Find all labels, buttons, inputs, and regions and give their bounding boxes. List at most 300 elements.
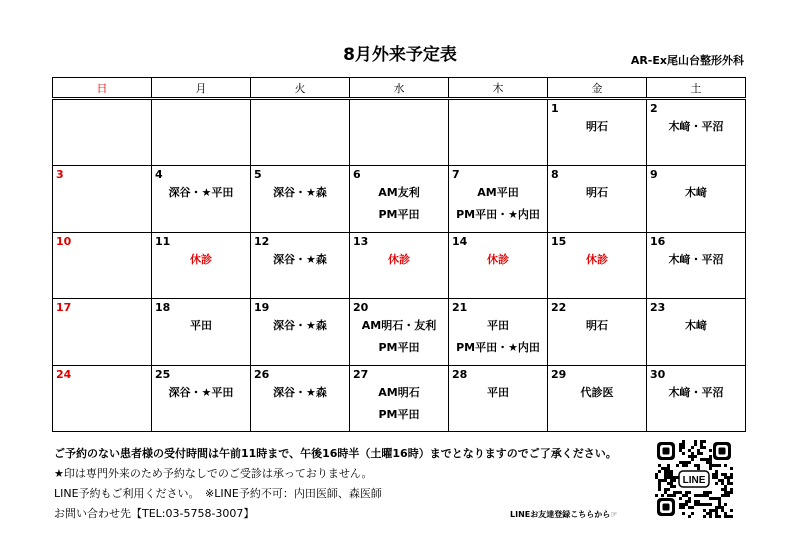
doctor-schedule [548, 116, 646, 138]
qr-module [688, 449, 691, 452]
qr-module [694, 443, 697, 446]
weekday-fri: 金 [548, 78, 647, 99]
qr-module [673, 494, 676, 497]
qr-module [730, 482, 733, 485]
day-cell [152, 299, 251, 365]
schedule-line: PM平田 [378, 208, 420, 222]
day-number: 2 [650, 102, 658, 115]
qr-module [694, 500, 697, 503]
qr-module [721, 506, 724, 509]
day-number: 1 [551, 102, 559, 115]
qr-module [691, 512, 694, 515]
day-number: 7 [452, 168, 460, 182]
qr-module [697, 494, 700, 497]
qr-module [697, 500, 700, 503]
day-cell [152, 232, 251, 298]
qr-module [706, 458, 709, 461]
specialist-note: ★印は専門外来のため予約なしでのご受診は承っておりません。 [54, 467, 373, 480]
qr-module [712, 509, 715, 512]
schedule-line: AM平田 [477, 186, 519, 200]
day-number: 4 [155, 168, 163, 182]
qr-module [709, 491, 712, 494]
weekday-thu: 木 [449, 78, 548, 99]
qr-module [706, 503, 709, 506]
qr-module [673, 491, 676, 494]
week-row [53, 365, 746, 431]
qr-module [682, 440, 685, 443]
schedule-line: 深谷・★森 [273, 186, 327, 200]
day-cell [548, 365, 647, 431]
doctor-schedule [152, 382, 250, 404]
schedule-line: 木﨑 [685, 186, 707, 200]
day-cell [449, 166, 548, 232]
day-cell [449, 232, 548, 298]
qr-module [685, 503, 688, 506]
week-row [53, 299, 746, 365]
qr-module [715, 512, 718, 515]
day-cell [53, 299, 152, 365]
line-reservation-note: LINE予約もご利用ください。 ※LINE予約不可：内田医師、森医師 [54, 487, 382, 500]
day-number: 3 [56, 168, 64, 182]
qr-module [685, 491, 688, 494]
qr-module [673, 479, 676, 482]
week-row [53, 99, 746, 166]
day-number: 13 [353, 234, 369, 248]
day-number: 21 [452, 301, 468, 315]
qr-module [709, 449, 712, 452]
doctor-schedule [548, 315, 646, 337]
qr-module [709, 458, 712, 461]
schedule-line: 木﨑・平沼 [668, 120, 724, 133]
qr-module [679, 461, 682, 464]
qr-module [706, 461, 709, 464]
qr-module [709, 503, 712, 506]
qr-module [718, 506, 721, 509]
day-cell [251, 232, 350, 298]
qr-module [658, 479, 661, 482]
schedule-line: 平田 [487, 319, 509, 333]
qr-module [694, 494, 697, 497]
schedule-line: PM平田・★内田 [456, 208, 540, 222]
qr-module [658, 482, 661, 485]
doctor-schedule [548, 382, 646, 404]
week-row [53, 166, 746, 232]
day-number: 27 [353, 367, 369, 381]
qr-module [685, 494, 688, 497]
qr-module [703, 503, 706, 506]
calendar-table [52, 77, 746, 432]
qr-module [694, 503, 697, 506]
qr-module [670, 473, 673, 476]
qr-module [667, 494, 670, 497]
qr-module [691, 452, 694, 455]
qr-module [715, 464, 718, 467]
qr-module [682, 452, 685, 455]
qr-module [724, 494, 727, 497]
day-number: 26 [254, 367, 270, 381]
weekday-tue: 火 [251, 78, 350, 99]
line-qr-code[interactable] [655, 440, 733, 518]
qr-module [694, 464, 697, 467]
qr-module [712, 473, 715, 476]
qr-module [709, 464, 712, 467]
schedule-line: 木﨑・平沼 [668, 252, 724, 266]
day-cell [53, 166, 152, 232]
day-cell [350, 232, 449, 298]
qr-module [703, 446, 706, 449]
qr-module [709, 512, 712, 515]
qr-module [679, 491, 682, 494]
qr-line-label: LINE [682, 475, 706, 486]
qr-module [688, 491, 691, 494]
day-cell [350, 99, 449, 166]
qr-module [682, 494, 685, 497]
weekday-sun: 日 [53, 78, 152, 99]
schedule-line: 明石 [586, 319, 608, 333]
qr-module [667, 473, 670, 476]
doctor-schedule [647, 315, 745, 337]
clinic-name: AR-Ex尾山台整形外科 [630, 54, 744, 67]
qr-module [724, 515, 727, 518]
qr-module [724, 512, 727, 515]
day-cell [548, 166, 647, 232]
qr-module [676, 491, 679, 494]
day-cell [647, 232, 746, 298]
qr-module [703, 458, 706, 461]
day-number: 25 [155, 367, 171, 381]
qr-module [724, 488, 727, 491]
day-cell [647, 166, 746, 232]
day-number: 12 [254, 234, 270, 248]
schedule-line: 明石 [586, 186, 608, 200]
qr-module [685, 464, 688, 467]
day-number: 17 [56, 301, 72, 315]
qr-module [694, 440, 697, 443]
qr-module [715, 509, 718, 512]
qr-module [730, 515, 733, 518]
day-cell [152, 365, 251, 431]
qr-module [700, 452, 703, 455]
qr-module [727, 494, 730, 497]
qr-module [724, 476, 727, 479]
closed-label [548, 249, 646, 271]
day-number: 22 [551, 301, 567, 315]
day-number: 23 [650, 301, 666, 315]
doctor-schedule [350, 182, 448, 226]
day-cell [251, 166, 350, 232]
day-number: 10 [56, 234, 72, 248]
qr-module [667, 488, 670, 491]
day-cell [548, 232, 647, 298]
qr-module [667, 470, 670, 473]
qr-module [730, 491, 733, 494]
day-cell [449, 299, 548, 365]
qr-module [667, 482, 670, 485]
qr-module [709, 461, 712, 464]
qr-module [724, 485, 727, 488]
schedule-line: AM明石・友利 [361, 319, 437, 333]
qr-module [703, 494, 706, 497]
reception-hours-note: ご予約のない患者様の受付時間は午前11時まで、午後16時半（土曜16時）までとなりますのでご了承ください。 [54, 447, 617, 460]
qr-module [655, 494, 658, 497]
qr-module [691, 458, 694, 461]
qr-module [718, 479, 721, 482]
qr-module [721, 509, 724, 512]
qr-module [688, 506, 691, 509]
qr-module [664, 488, 667, 491]
schedule-line: 休診 [586, 252, 608, 266]
day-cell [152, 166, 251, 232]
doctor-schedule [251, 315, 349, 337]
closed-label [350, 249, 448, 271]
qr-module [730, 476, 733, 479]
schedule-line: 平田 [487, 385, 509, 399]
schedule-line: AM友利 [378, 186, 420, 200]
qr-module [670, 485, 673, 488]
qr-module [712, 464, 715, 467]
qr-module [730, 467, 733, 470]
closed-label [449, 249, 547, 271]
schedule-line: 深谷・★森 [273, 252, 327, 266]
qr-module [727, 482, 730, 485]
qr-module [715, 515, 718, 518]
doctor-schedule [548, 182, 646, 204]
day-cell [350, 166, 449, 232]
qr-module [706, 494, 709, 497]
schedule-line: 明石 [586, 120, 608, 133]
schedule-line: 平田 [190, 319, 212, 333]
day-cell [251, 99, 350, 166]
day-number: 20 [353, 301, 369, 315]
qr-module [709, 509, 712, 512]
day-cell [53, 232, 152, 298]
day-cell [152, 99, 251, 166]
qr-module [703, 509, 706, 512]
qr-module [688, 497, 691, 500]
qr-module [721, 482, 724, 485]
qr-module [715, 482, 718, 485]
day-cell [251, 365, 350, 431]
qr-module [667, 476, 670, 479]
qr-module [664, 467, 667, 470]
qr-module [670, 494, 673, 497]
qr-module [688, 515, 691, 518]
qr-module [709, 467, 712, 470]
qr-module [709, 515, 712, 518]
qr-module [709, 455, 712, 458]
day-number: 30 [650, 367, 666, 381]
qr-module [691, 455, 694, 458]
qr-module [679, 497, 682, 500]
doctor-schedule [251, 182, 349, 204]
qr-module [682, 464, 685, 467]
doctor-schedule [449, 315, 547, 359]
weekday-wed: 水 [350, 78, 449, 99]
qr-module [697, 449, 700, 452]
qr-module [700, 443, 703, 446]
qr-module [682, 461, 685, 464]
day-cell [647, 365, 746, 431]
schedule-line: 深谷・★森 [273, 385, 327, 399]
qr-module [667, 464, 670, 467]
qr-module [721, 494, 724, 497]
qr-module [703, 440, 706, 443]
doctor-schedule [251, 249, 349, 271]
qr-module [727, 491, 730, 494]
qr-module [727, 479, 730, 482]
qr-module [670, 470, 673, 473]
doctor-schedule [647, 116, 745, 138]
qr-module [694, 455, 697, 458]
qr-module [667, 467, 670, 470]
qr-module [682, 506, 685, 509]
qr-module [700, 494, 703, 497]
qr-module [679, 443, 682, 446]
qr-module [697, 467, 700, 470]
day-number: 5 [254, 168, 262, 182]
qr-module [661, 494, 664, 497]
day-cell [251, 299, 350, 365]
day-number: 16 [650, 234, 666, 248]
schedule-line: 代診医 [580, 385, 614, 399]
qr-module [700, 440, 703, 443]
qr-module [730, 509, 733, 512]
week-row [53, 232, 746, 298]
qr-module [703, 491, 706, 494]
weekday-mon: 月 [152, 78, 251, 99]
doctor-schedule [449, 182, 547, 226]
qr-module [718, 464, 721, 467]
day-number: 14 [452, 234, 468, 248]
qr-module [721, 473, 724, 476]
day-cell [647, 99, 746, 166]
qr-module [709, 497, 712, 500]
day-cell [53, 99, 152, 166]
schedule-line: PM平田・★内田 [456, 341, 540, 355]
weekday-sat: 土 [647, 78, 746, 99]
day-cell [548, 299, 647, 365]
day-number: 8 [551, 168, 559, 182]
qr-module [664, 473, 667, 476]
day-cell [449, 365, 548, 431]
day-cell [350, 365, 449, 431]
page-title: 8月外来予定表 [343, 45, 457, 65]
qr-module [685, 500, 688, 503]
qr-module [673, 485, 676, 488]
qr-module [697, 452, 700, 455]
qr-module [661, 479, 664, 482]
qr-module [679, 506, 682, 509]
qr-module [685, 461, 688, 464]
qr-module [658, 464, 661, 467]
day-number: 15 [551, 234, 567, 248]
qr-module [655, 476, 658, 479]
qr-module [700, 458, 703, 461]
schedule-line: PM平田 [378, 407, 420, 421]
qr-module [715, 476, 718, 479]
schedule-line: 深谷・★森 [273, 319, 327, 333]
schedule-line: 休診 [388, 252, 410, 266]
doctor-schedule [647, 382, 745, 404]
qr-module [682, 446, 685, 449]
schedule-line: AM明石 [378, 385, 420, 399]
qr-module [712, 497, 715, 500]
qr-module [721, 488, 724, 491]
qr-module [718, 503, 721, 506]
schedule-line: 木﨑・平沼 [668, 385, 724, 399]
doctor-schedule [449, 382, 547, 404]
qr-module [730, 473, 733, 476]
qr-module [664, 479, 667, 482]
schedule-line: PM平田 [378, 341, 420, 355]
qr-module [682, 443, 685, 446]
qr-module [670, 476, 673, 479]
day-number: 11 [155, 234, 171, 248]
day-number: 18 [155, 301, 171, 315]
schedule-line: 木﨑 [685, 319, 707, 333]
qr-module [688, 455, 691, 458]
qr-module [679, 503, 682, 506]
qr-module [700, 446, 703, 449]
qr-module [727, 476, 730, 479]
day-cell [350, 299, 449, 365]
qr-module [706, 491, 709, 494]
doctor-schedule [350, 382, 448, 426]
qr-module [682, 503, 685, 506]
qr-module [697, 464, 700, 467]
qr-module [691, 446, 694, 449]
qr-module [700, 503, 703, 506]
qr-module [715, 473, 718, 476]
qr-module [664, 476, 667, 479]
day-number: 6 [353, 168, 361, 182]
qr-module [718, 497, 721, 500]
qr-module [703, 515, 706, 518]
qr-module [661, 467, 664, 470]
day-cell [449, 99, 548, 166]
qr-module [691, 506, 694, 509]
day-number: 9 [650, 168, 658, 182]
day-number: 19 [254, 301, 270, 315]
qr-module [679, 446, 682, 449]
qr-module [715, 470, 718, 473]
qr-module [670, 482, 673, 485]
schedule-line: 深谷・★平田 [168, 385, 234, 399]
qr-module [679, 449, 682, 452]
closed-label [152, 249, 250, 271]
qr-module [724, 503, 727, 506]
day-number: 29 [551, 367, 567, 381]
qr-module [715, 497, 718, 500]
qr-module [658, 488, 661, 491]
day-number: 28 [452, 367, 468, 381]
contact-phone[interactable]: お問い合わせ先【TEL:03-5758-3007】 [54, 507, 255, 520]
qr-module [706, 512, 709, 515]
doctor-schedule [350, 315, 448, 359]
qr-module [688, 461, 691, 464]
qr-module [712, 476, 715, 479]
qr-module [664, 470, 667, 473]
qr-module [673, 476, 676, 479]
qr-module [676, 464, 679, 467]
line-friend-link[interactable]: LINEお友達登録こちらから☞ [510, 510, 618, 519]
qr-module [724, 464, 727, 467]
day-cell [53, 365, 152, 431]
doctor-schedule [251, 382, 349, 404]
qr-module [721, 479, 724, 482]
day-number: 24 [56, 367, 72, 381]
qr-module [697, 503, 700, 506]
